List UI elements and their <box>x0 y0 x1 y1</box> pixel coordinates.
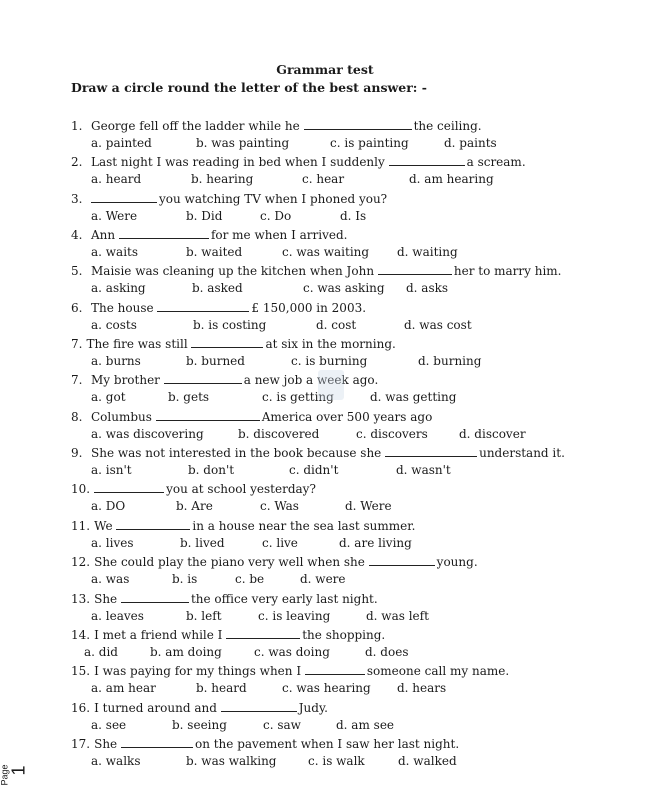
answer-option[interactable]: c. saw <box>263 718 301 732</box>
question-text-start: Last night I was reading in bed when I suddenly <box>91 155 389 169</box>
answer-option[interactable]: b. Are <box>176 499 213 513</box>
question-number: 1. <box>71 119 83 133</box>
answer-option[interactable]: c. is painting <box>330 136 409 150</box>
answer-blank[interactable] <box>121 590 189 603</box>
answer-option[interactable]: a. Were <box>91 209 138 223</box>
question-text-start: Columbus <box>91 410 156 424</box>
answer-option[interactable]: b. gets <box>168 390 210 404</box>
question-17 <box>71 699 328 716</box>
answer-option[interactable]: d. am hearing <box>409 172 494 186</box>
question-text-end: for me when I arrived. <box>210 228 348 242</box>
question-text-end: a new job a week ago. <box>243 373 379 387</box>
question-text-end: her to marry him. <box>453 264 562 278</box>
answer-option[interactable]: a. heard <box>91 172 142 186</box>
answer-option[interactable]: b. asked <box>192 281 243 295</box>
question-text-end: understand it. <box>479 446 565 460</box>
answer-blank[interactable] <box>119 226 209 239</box>
question-text-end: on the pavement when I saw her last night. <box>194 737 460 751</box>
answer-option[interactable]: b. discovered <box>238 427 320 441</box>
question-text-end: the office very early last night. <box>190 592 378 606</box>
question-12 <box>71 517 415 534</box>
answer-option[interactable]: d. hears <box>397 681 447 695</box>
answer-blank[interactable] <box>385 444 477 457</box>
question-14 <box>71 590 378 607</box>
question-text-start: She <box>94 737 121 751</box>
question-15 <box>71 626 385 643</box>
question-16 <box>71 662 509 679</box>
answer-option[interactable]: b. is <box>172 572 198 586</box>
answer-option[interactable]: d. asks <box>406 281 449 295</box>
question-18 <box>71 735 459 752</box>
answer-option[interactable]: c. was hearing <box>282 681 371 695</box>
instruction-text: Draw a circle round the letter of the best answer: - <box>71 80 427 95</box>
answer-option[interactable]: a. did <box>84 645 118 659</box>
question-text-end: Judy. <box>298 701 328 715</box>
answer-option[interactable]: d. waiting <box>397 245 458 259</box>
question-number: 7. <box>71 337 83 351</box>
answer-option[interactable]: a. leaves <box>91 609 144 623</box>
question-4 <box>71 226 348 243</box>
page-title: Grammar test <box>276 62 374 77</box>
answer-option[interactable]: c. discovers <box>356 427 428 441</box>
answer-option[interactable]: b. am doing <box>150 645 222 659</box>
question-text-end: you at school yesterday? <box>166 482 316 496</box>
question-7 <box>71 335 396 352</box>
answer-option[interactable]: b. was painting <box>196 136 290 150</box>
question-number: 16. <box>71 701 91 715</box>
answer-option[interactable]: d. were <box>300 572 346 586</box>
answer-option[interactable]: a. walks <box>91 754 141 768</box>
question-text-start: She was not interested in the book because she <box>91 446 386 460</box>
question-text-end: the shopping. <box>302 628 386 642</box>
answer-option[interactable]: c. didn't <box>289 463 339 477</box>
answer-option[interactable]: a. was <box>91 572 130 586</box>
question-5 <box>71 262 561 279</box>
answer-option[interactable]: b. burned <box>186 354 245 368</box>
question-1 <box>71 117 482 134</box>
answer-blank[interactable] <box>378 262 452 275</box>
answer-option[interactable]: a. isn't <box>91 463 132 477</box>
answer-option[interactable]: a. got <box>91 390 126 404</box>
answer-blank[interactable] <box>157 299 249 312</box>
answer-blank[interactable] <box>389 153 465 166</box>
answer-option[interactable]: d. are living <box>339 536 412 550</box>
watermark-logo <box>318 370 344 400</box>
answer-option[interactable]: d. burning <box>418 354 482 368</box>
answer-option[interactable]: d. discover <box>459 427 526 441</box>
question-text-start: She could play the piano very well when she <box>94 555 369 569</box>
question-13 <box>71 553 478 570</box>
question-text-start: The house <box>91 301 158 315</box>
question-text-start: George fell off the ladder while he <box>91 119 304 133</box>
question-number: 12. <box>71 555 91 569</box>
answer-option[interactable]: c. Do <box>260 209 292 223</box>
answer-option[interactable]: b. seeing <box>172 718 227 732</box>
question-number: 13. <box>71 592 91 606</box>
answer-blank[interactable] <box>91 190 157 203</box>
question-number: 14. <box>71 628 91 642</box>
answer-option[interactable]: d. does <box>365 645 409 659</box>
question-text-end: you watching TV when I phoned you? <box>159 192 388 206</box>
answer-option[interactable]: d. wasn't <box>396 463 451 477</box>
answer-option[interactable]: d. paints <box>444 136 497 150</box>
answer-blank[interactable] <box>156 408 260 421</box>
question-number: 6. <box>71 301 83 315</box>
answer-option[interactable]: a. asking <box>91 281 146 295</box>
answer-option[interactable]: d. walked <box>398 754 457 768</box>
answer-option[interactable]: d. cost <box>316 318 357 332</box>
question-number: 5. <box>71 264 83 278</box>
answer-blank[interactable] <box>304 117 412 130</box>
question-text-start: We <box>94 519 117 533</box>
answer-option[interactable]: a. see <box>91 718 127 732</box>
question-number: 7. <box>71 373 83 387</box>
answer-blank[interactable] <box>164 371 242 384</box>
question-9 <box>71 408 432 425</box>
answer-option[interactable]: c. Was <box>260 499 299 513</box>
question-3 <box>71 190 387 207</box>
answer-option[interactable]: d. was getting <box>370 390 457 404</box>
answer-option[interactable]: c. hear <box>302 172 345 186</box>
answer-option[interactable]: c. was doing <box>254 645 330 659</box>
question-text-start: I was paying for my things when I <box>94 664 305 678</box>
question-text-start: I turned around and <box>94 701 221 715</box>
question-10 <box>71 444 565 461</box>
question-number: 9. <box>71 446 83 460</box>
question-number: 3. <box>71 192 83 206</box>
question-number: 2. <box>71 155 83 169</box>
answer-option[interactable]: a. costs <box>91 318 137 332</box>
answer-option[interactable]: c. is walk <box>308 754 365 768</box>
answer-blank[interactable] <box>305 662 365 675</box>
answer-option[interactable]: a. painted <box>91 136 152 150</box>
question-text-start: She <box>94 592 121 606</box>
answer-option[interactable]: a. am hear <box>91 681 156 695</box>
page-label: Page <box>0 764 10 786</box>
answer-option[interactable]: a. DO <box>91 499 126 513</box>
question-11 <box>71 480 316 497</box>
answer-option[interactable]: c. was asking <box>303 281 385 295</box>
answer-option[interactable]: b. don't <box>188 463 235 477</box>
question-text-end: someone call my name. <box>366 664 510 678</box>
question-text-end: the ceiling. <box>413 119 482 133</box>
page-footer <box>2 756 30 796</box>
question-number: 15. <box>71 664 91 678</box>
answer-option[interactable]: b. waited <box>186 245 243 259</box>
question-text-end: in a house near the sea last summer. <box>192 519 416 533</box>
answer-option[interactable]: c. was waiting <box>282 245 370 259</box>
answer-option[interactable]: c. be <box>235 572 265 586</box>
question-number: 10. <box>71 482 91 496</box>
answer-option[interactable]: b. hearing <box>191 172 254 186</box>
answer-option[interactable]: a. burns <box>91 354 141 368</box>
question-number: 8. <box>71 410 83 424</box>
answer-option[interactable]: b. is costing <box>193 318 267 332</box>
page-number: 1 <box>8 765 29 776</box>
question-number: 17. <box>71 737 91 751</box>
answer-option[interactable]: a. waits <box>91 245 139 259</box>
answer-option[interactable]: b. Did <box>186 209 223 223</box>
answer-option[interactable]: a. was discovering <box>91 427 204 441</box>
answer-option[interactable]: d. was cost <box>404 318 472 332</box>
question-text-end: America over 500 years ago <box>261 410 433 424</box>
answer-option[interactable]: d. Were <box>345 499 392 513</box>
question-text-start: I met a friend while I <box>94 628 227 642</box>
answer-blank[interactable] <box>116 517 190 530</box>
answer-blank[interactable] <box>94 480 164 493</box>
answer-blank[interactable] <box>191 335 263 348</box>
answer-blank[interactable] <box>369 553 435 566</box>
answer-option[interactable]: c. is leaving <box>258 609 331 623</box>
question-text-start: My brother <box>91 373 164 387</box>
answer-option[interactable]: b. left <box>186 609 222 623</box>
question-text-start: The fire was still <box>86 337 192 351</box>
question-text-start: Maisie was cleaning up the kitchen when John <box>91 264 378 278</box>
question-text-end: £ 150,000 in 2003. <box>251 301 367 315</box>
answer-option[interactable]: b. heard <box>196 681 247 695</box>
question-6 <box>71 299 366 316</box>
question-2 <box>71 153 526 170</box>
question-text-end: a scream. <box>466 155 526 169</box>
question-text-start: Ann <box>91 228 119 242</box>
answer-blank[interactable] <box>226 626 300 639</box>
answer-blank[interactable] <box>221 699 297 712</box>
answer-blank[interactable] <box>121 735 193 748</box>
question-text-end: at six in the morning. <box>265 337 396 351</box>
answer-option[interactable]: d. am see <box>336 718 395 732</box>
answer-option[interactable]: d. Is <box>340 209 367 223</box>
answer-option[interactable]: a. lives <box>91 536 134 550</box>
answer-option[interactable]: b. lived <box>180 536 225 550</box>
question-text-end: young. <box>436 555 478 569</box>
answer-option[interactable]: c. is burning <box>291 354 368 368</box>
question-number: 11. <box>71 519 91 533</box>
question-number: 4. <box>71 228 83 242</box>
answer-option[interactable]: c. is getting <box>262 390 334 404</box>
answer-option[interactable]: b. was walking <box>186 754 277 768</box>
answer-option[interactable]: d. was left <box>366 609 429 623</box>
answer-option[interactable]: c. live <box>262 536 298 550</box>
